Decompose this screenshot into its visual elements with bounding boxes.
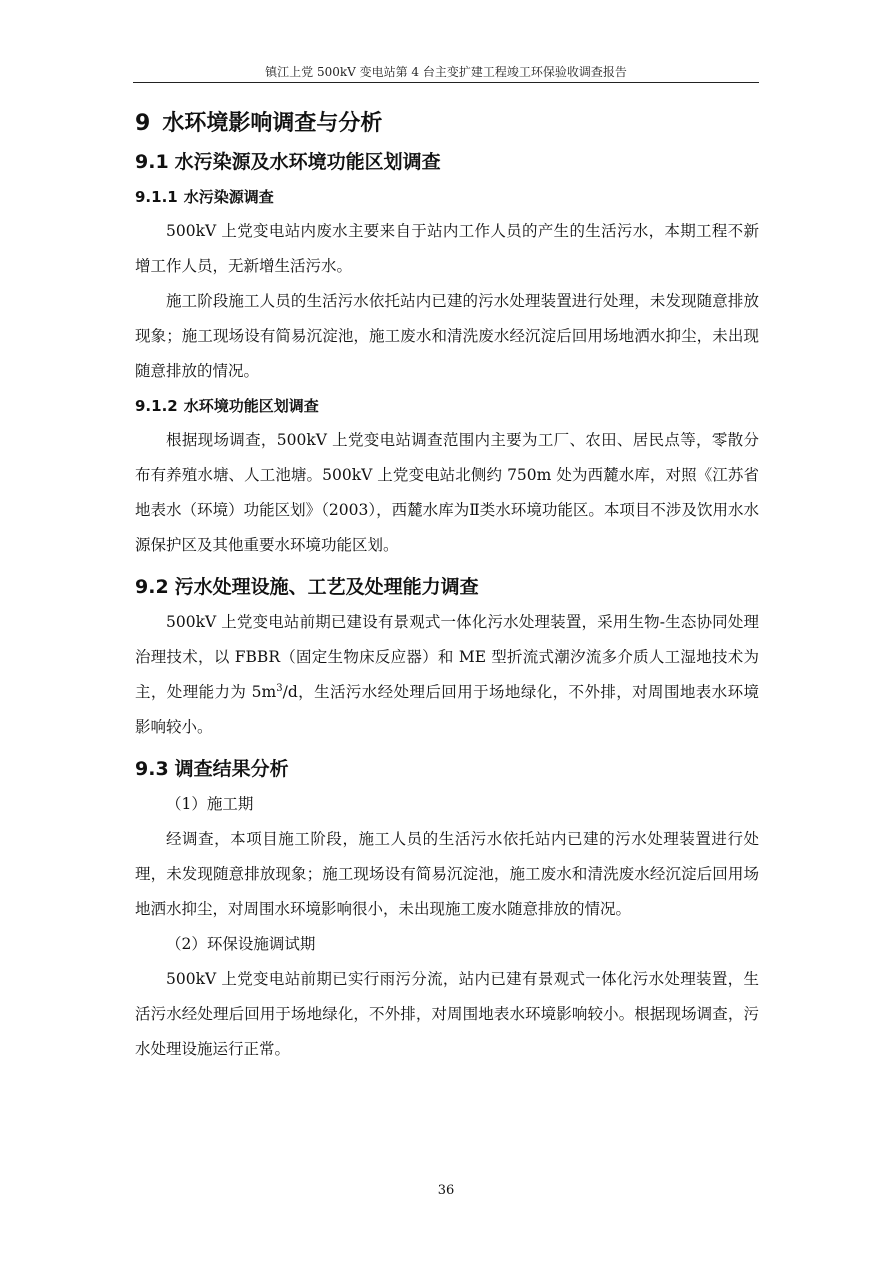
section-number: 9.2 [135,576,169,598]
section-number: 9.3 [135,758,169,780]
subsection-heading-9-1-2 [135,389,759,423]
section-title: 调查结果分析 [174,758,289,780]
paragraph [135,605,759,745]
section-title: 水污染源及水环境功能区划调查 [174,151,441,173]
section-title: 污水处理设施、工艺及处理能力调查 [174,576,479,598]
paragraph: 施工阶段施工人员的生活污水依托站内已建的污水处理装置进行处理，未发现随意排放现象；施工现场设有简易沉淀池，施工废水和清洗废水经沉淀后回用场地洒水抑尘，未出现随意排放的情况。 [135,292,759,380]
subsection-title: 水污染源调查 [183,188,274,206]
list-item-label: （2）环保设施调试期 [166,935,316,953]
paragraph: 500kV 上党变电站前期已实行雨污分流，站内已建有景观式一体化污水处理装置，生活污水经处理后回用于场地绿化，不外排，对周围地表水环境影响较小。根据现场调查，污水处理设施运行正常。 [135,970,759,1058]
paragraph: 根据现场调查，500kV 上党变电站调查范围内主要为工厂、农田、居民点等，零散分布有养殖水塘、人工池塘。500kV 上党变电站北侧约 750m 处为西麓水库，对照《江苏省地表水（环境）功能区划》（2003），西麓水库为Ⅱ类水环境功能区。本项目不涉及饮用水水源保护区及其他重要水环境功能区划。 [135,431,759,554]
subsection-number: 9.1.2 [135,397,178,415]
section-heading-9-3 [135,751,759,787]
running-header: 镇江上党 500kV 变电站第 4 台主变扩建工程竣工环保验收调查报告 [265,65,627,79]
subsection-title: 水环境功能区划调查 [183,397,319,415]
paragraph: 经调查，本项目施工阶段，施工人员的生活污水依托站内已建的污水处理装置进行处理，未发现随意排放现象；施工现场设有简易沉淀池，施工废水和清洗废水经沉淀后回用场地洒水抑尘，对周围水环境影响很小，未出现施工废水随意排放的情况。 [135,830,759,918]
header-rule [133,82,759,83]
paragraph-text: 500kV 上党变电站前期已建设有景观式一体化污水处理装置，采用生物-生态协同处理治理技术，以 FBBR（固定生物床反应器）和 ME 型折流式潮汐流多介质人工湿地技术为主，处理能力为 5m [135,613,759,701]
list-item-label: （1）施工期 [166,795,254,813]
paragraph: 500kV 上党变电站内废水主要来自于站内工作人员的产生的生活污水，本期工程不新增工作人员，无新增生活污水。 [135,222,759,275]
superscript: 3 [276,682,283,694]
page-number: 36 [437,1183,455,1198]
page-content [135,104,759,1067]
section-heading-9-2 [135,569,759,605]
subsection-heading-9-1-1 [135,180,759,214]
section-number: 9.1 [135,151,169,173]
chapter-title: 水环境影响调查与分析 [162,111,383,136]
subsection-number: 9.1.1 [135,188,178,206]
chapter-heading [135,104,759,144]
paragraph-text: /d，生活污水经处理后回用于场地绿化，不外排，对周围地表水环境影响较小。 [135,683,759,736]
section-heading-9-1 [135,144,759,180]
chapter-number: 9 [135,111,151,136]
